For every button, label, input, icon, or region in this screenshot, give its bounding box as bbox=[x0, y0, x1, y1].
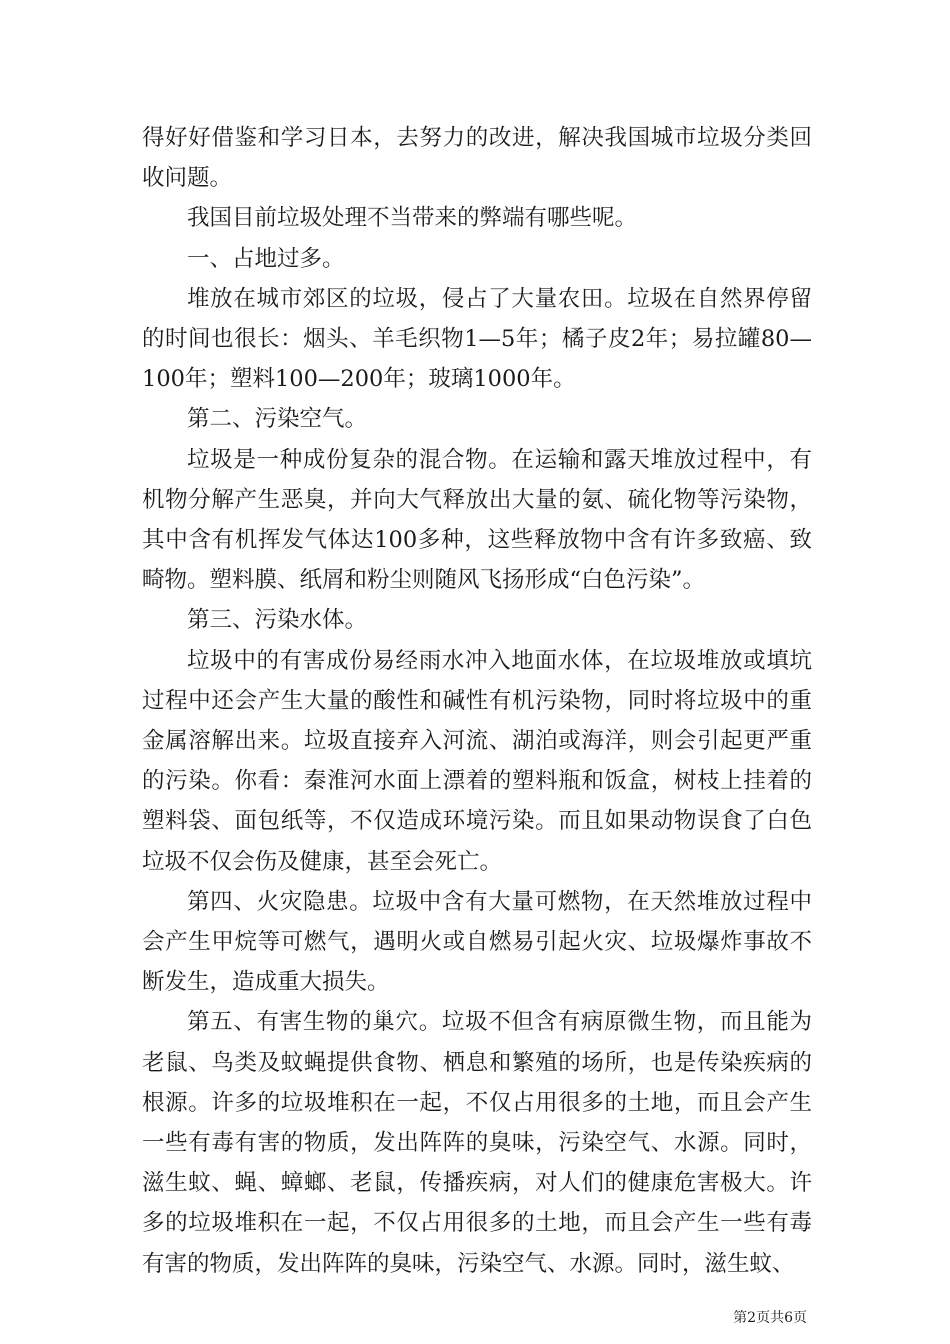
paragraph-5: 垃圾中的有害成份易经雨水冲入地面水体，在垃圾堆放或填坑过程中还会产生大量的酸性和碱性有机污染物，同时将垃圾中的重金属溶解出来。垃圾直接弃入河流、湖泊或海洋，则会引起更严重的污染。你看：秦淮河水面上漂着的塑料瓶和饭盒，树枝上挂着的塑料袋、面包纸等，不仅造成环境污染。而且如果动物误食了白色垃圾不仅会伤及健康，甚至会死亡。 bbox=[142, 647, 812, 875]
paragraph-1: 得好好借鉴和学习日本，去努力的改进，解决我国城市垃圾分类回收问题。 bbox=[142, 125, 812, 192]
page-number-footer: 第2页共6页 bbox=[733, 1310, 807, 1326]
body-text bbox=[142, 118, 812, 1284]
paragraph-7: 第五、有害生物的巢穴。垃圾不但含有病原微生物，而且能为老鼠、鸟类及蚊蝇提供食物、栖息和繁殖的场所，也是传染疾病的根源。许多的垃圾堆积在一起，不仅占用很多的土地，而且会产生一些有毒有害的物质，发出阵阵的臭味，污染空气、水源。同时，滋生蚊、蝇、蟑螂、老鼠，传播疾病，对人们的健康危害极大。许多的垃圾堆积在一起，不仅占用很多的土地，而且会产生一些有毒有害的物质，发出阵阵的臭味，污染空气、水源。同时，滋生蚊、 bbox=[142, 1009, 812, 1277]
paragraph-6: 第四、火灾隐患。垃圾中含有大量可燃物，在天然堆放过程中会产生甲烷等可燃气，遇明火或自燃易引起火灾、垃圾爆炸事故不断发生，造成重大损失。 bbox=[142, 888, 812, 996]
paragraph-3: 堆放在城市郊区的垃圾，侵占了大量农田。垃圾在自然界停留的时间也很长：烟头、羊毛织物1—5年；橘子皮2年；易拉罐80—100年；塑料100—200年；玻璃1000年。 bbox=[142, 285, 812, 393]
paragraph-4: 垃圾是一种成份复杂的混合物。在运输和露天堆放过程中，有机物分解产生恶臭，并向大气释放出大量的氨、硫化物等污染物，其中含有机挥发气体达100多种，这些释放物中含有许多致癌、致畸物。塑料膜、纸屑和粉尘则随风飞扬形成“白色污染”。 bbox=[142, 446, 812, 594]
paragraph-2: 我国目前垃圾处理不当带来的弊端有哪些呢。 bbox=[187, 205, 638, 232]
section-heading-1: 一、占地过多。 bbox=[187, 245, 345, 272]
section-heading-3: 第三、污染水体。 bbox=[187, 607, 368, 634]
section-heading-2: 第二、污染空气。 bbox=[187, 406, 368, 433]
